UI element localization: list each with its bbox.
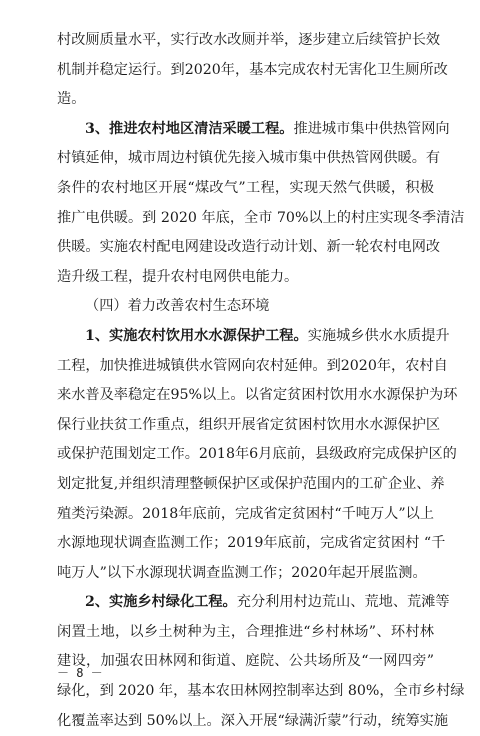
document-body <box>57 26 465 736</box>
text-line <box>57 588 450 618</box>
page-number: － 8 － <box>57 666 103 680</box>
text-run: 化覆盖率达到 50%以上。深入开展“绿满沂蒙”行动，统筹实施 <box>57 712 449 729</box>
text-line <box>57 470 445 500</box>
section-heading: 1、实施农村饮用水水源保护工程。 <box>85 327 308 344</box>
text-line <box>57 174 434 204</box>
text-line <box>57 618 434 648</box>
text-run: 造。 <box>57 91 86 108</box>
text-run: 来水普及率稳定在95%以上。以省定贫困村饮用水水源保护为环 <box>57 387 458 404</box>
text-line <box>57 381 458 411</box>
text-line <box>57 85 434 115</box>
text-line <box>57 263 434 293</box>
text-line <box>57 559 434 589</box>
text-run: 闲置土地，以乡土树种为主，合理推进“乡村林场”、环村林 <box>57 623 434 640</box>
text-line <box>57 233 441 263</box>
section-heading: 3、推进农村地区清洁采暖工程。 <box>85 120 294 137</box>
text-run: 造升级工程，提升农村电网供电能力。 <box>57 268 299 285</box>
text-run: 水源地现状调查监测工作；2019年底前，完成省定贫困村 “千 <box>57 535 446 552</box>
text-line <box>57 411 441 441</box>
text-run: 殖类污染源。2018年底前，完成省定贫困村“千吨万人”以上 <box>57 505 434 522</box>
text-line <box>57 56 448 86</box>
text-run: 推进城市集中供热管网向 <box>293 120 450 137</box>
section-heading: 2、实施乡村绿化工程。 <box>85 594 237 611</box>
text-line <box>57 440 457 470</box>
text-run: 推广电供暖。到 2020 年底，全市 70%以上的村庄实现冬季清洁 <box>57 209 465 226</box>
text-line <box>57 352 448 382</box>
text-run: 划定批复,并组织清理整顿保护区或保护范围内的工矿企业、养 <box>57 475 445 492</box>
text-run: 建设，加强农田林网和街道、庭院、公共场所及“一网四旁” <box>57 653 434 670</box>
text-line <box>57 144 441 174</box>
text-run: 保行业扶贫工作重点，组织开展省定贫困村饮用水水源保护区 <box>57 416 441 433</box>
text-line <box>57 677 465 707</box>
text-run: （四）着力改善农村生态环境 <box>85 298 270 315</box>
text-line <box>57 647 434 677</box>
text-line <box>57 115 450 145</box>
text-run: 条件的农村地区开展“煤改气”工程，实现天然气供暖，积极 <box>57 179 434 196</box>
text-line <box>57 204 465 234</box>
text-run: 充分利用村边荒山、荒地、荒滩等 <box>236 594 450 611</box>
text-run: 工程，加快推进城镇供水管网向农村延伸。到2020年，农村自 <box>57 357 448 374</box>
text-line <box>57 26 441 56</box>
text-run: 绿化，到 2020 年，基本农田林网控制率达到 80%，全市乡村绿 <box>57 683 465 700</box>
text-line <box>57 707 449 736</box>
text-line <box>57 500 434 530</box>
text-run: 供暖。实施农村配电网建设改造行动计划、新一轮农村电网改 <box>57 239 441 256</box>
text-run: 吨万人”以下水源现状调查监测工作；2020年起开展监测。 <box>57 564 427 581</box>
text-line <box>57 529 446 559</box>
text-run: 机制并稳定运行。到2020年，基本完成农村无害化卫生厕所改 <box>57 61 448 78</box>
text-run: 村镇延伸，城市周边村镇优先接入城市集中供热管网供暖。有 <box>57 150 441 167</box>
text-line <box>57 322 450 352</box>
text-run: 村改厕质量水平，实行改水改厕并举，逐步建立后续管护长效 <box>57 32 441 48</box>
text-run: 或保护范围划定工作。2018年6月底前，县级政府完成保护区的 <box>57 446 457 463</box>
text-run: 实施城乡供水水质提升 <box>307 327 450 344</box>
text-line <box>57 292 434 322</box>
